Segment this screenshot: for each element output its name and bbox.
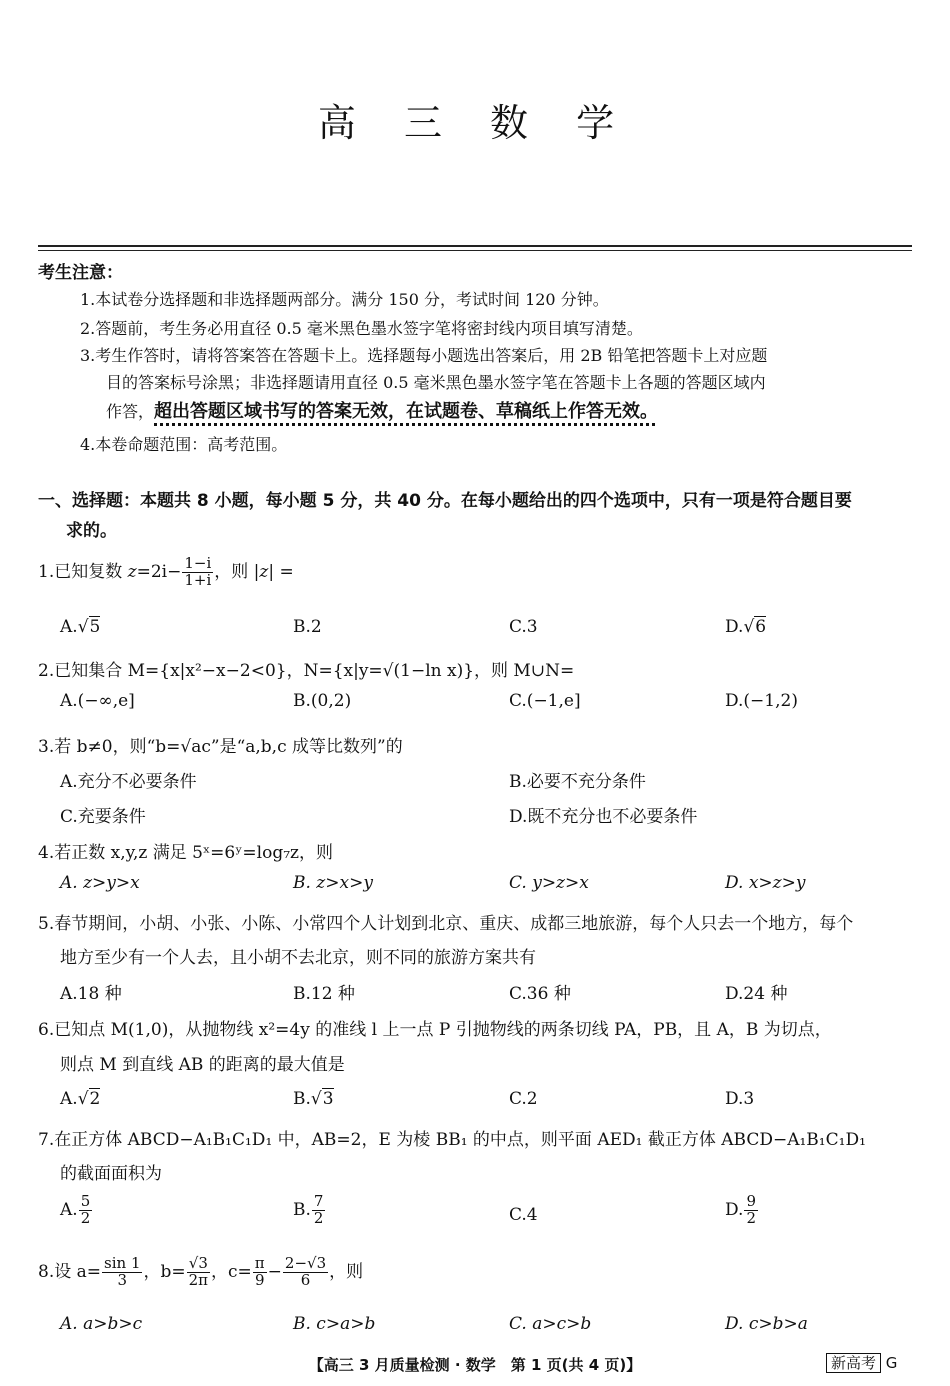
- notice-heading: 考生注意：: [38, 263, 123, 283]
- section-heading: 求的。: [66, 521, 117, 541]
- notice-text: 作答，: [106, 402, 155, 421]
- option-b[interactable]: B.2: [293, 617, 322, 637]
- question-2: 2.已知集合 M={x|x²−x−2<0}，N={x|y=√(1−ln x)}，则 M∪N=: [38, 661, 575, 681]
- notice-item: 1.本试卷分选择题和非选择题两部分。满分 150 分，考试时间 120 分钟。: [80, 290, 609, 309]
- option-d[interactable]: D. $\frac{9}{2}$: [725, 1192, 756, 1227]
- option-c[interactable]: C.3: [509, 617, 538, 637]
- option-c[interactable]: C.2: [509, 1089, 538, 1109]
- option-c[interactable]: C. y>z>x: [509, 873, 589, 893]
- question-1: 1.已知复数 z=2i− $\frac{1-i}{1+i}$ ，则 |z| =: [38, 554, 294, 589]
- page-footer: 【高三 3 月质量检测 · 数学 第 1 页(共 4 页)】: [308, 1356, 642, 1374]
- question-5-cont: 地方至少有一个人去，且小胡不去北京，则不同的旅游方案共有: [60, 948, 536, 968]
- question-3: 3.若 b≠0，则“b=√ac”是“a,b,c 成等比数列”的: [38, 737, 403, 757]
- option-c[interactable]: C.4: [509, 1205, 538, 1225]
- option-d[interactable]: D. c>b>a: [725, 1314, 808, 1334]
- notice-emphasis: 超出答题区域书写的答案无效，在试题卷、草稿纸上作答无效。: [154, 401, 659, 422]
- option-a[interactable]: A. a>b>c: [60, 1314, 143, 1334]
- option-c[interactable]: C.36 种: [509, 984, 571, 1004]
- option-c[interactable]: C.充要条件: [60, 807, 146, 827]
- question-4: 4.若正数 x,y,z 满足 5ˣ=6ʸ=log₇z，则: [38, 843, 333, 863]
- notice-item: 3.考生作答时，请将答案答在答题卡上。选择题每小题选出答案后，用 2B 铅笔把答题卡上对应题: [80, 346, 768, 365]
- option-a[interactable]: A. $\frac{5}{2}$: [60, 1192, 91, 1227]
- option-d[interactable]: D.24 种: [725, 984, 788, 1004]
- divider: [38, 245, 912, 247]
- option-a[interactable]: A. z>y>x: [60, 873, 140, 893]
- edition-badge: 新高考 G: [826, 1352, 897, 1373]
- option-b[interactable]: B. $\frac{7}{2}$: [293, 1192, 324, 1227]
- option-d[interactable]: D.√6: [725, 617, 767, 637]
- option-c[interactable]: C.(−1,e]: [509, 691, 581, 711]
- option-b[interactable]: B.12 种: [293, 984, 355, 1004]
- fraction: $\frac{1-i}{1+i}$: [184, 554, 212, 589]
- question-8: 8.设 a= $\frac{\sin 1}{3}$ ，b= $\frac{√3}{2\pi}$ ，c= $\frac{\pi}{9}$ − $\frac{2-√3}{6}$ ，则: [38, 1254, 364, 1289]
- option-b[interactable]: B. c>a>b: [293, 1314, 376, 1334]
- option-d[interactable]: D.(−1,2): [725, 691, 798, 711]
- option-b[interactable]: B.(0,2): [293, 691, 352, 711]
- page-title: 高 三 数 学: [317, 101, 633, 145]
- question-text: 1.已知复数: [38, 561, 128, 582]
- section-heading: 一、选择题：本题共 8 小题，每小题 5 分，共 40 分。在每小题给出的四个选项中，只有一项是符合题目要: [38, 491, 852, 511]
- option-a[interactable]: A.18 种: [60, 984, 122, 1004]
- option-c[interactable]: C. a>c>b: [509, 1314, 592, 1334]
- option-d[interactable]: D.3: [725, 1089, 755, 1109]
- option-b[interactable]: B. z>x>y: [293, 873, 373, 893]
- question-text: | =: [268, 561, 294, 582]
- option-b[interactable]: B.√3: [293, 1089, 334, 1109]
- question-7: 7.在正方体 ABCD−A₁B₁C₁D₁ 中，AB=2，E 为棱 BB₁ 的中点，则平面 AED₁ 截正方体 ABCD−A₁B₁C₁D₁: [38, 1130, 866, 1150]
- notice-item: 2.答题前，考生务必用直径 0.5 毫米黑色墨水签字笔将密封线内项目填写清楚。: [80, 319, 643, 338]
- option-d[interactable]: D. x>z>y: [725, 873, 806, 893]
- option-a[interactable]: A.√5: [60, 617, 101, 637]
- question-text: ，则 |: [214, 561, 260, 582]
- option-a[interactable]: A.√2: [60, 1089, 101, 1109]
- question-5: 5.春节期间，小胡、小张、小陈、小常四个人计划到北京、重庆、成都三地旅游，每个人只去一个地方，每个: [38, 914, 854, 934]
- option-a[interactable]: A.(−∞,e]: [60, 691, 135, 711]
- question-7-cont: 的截面面积为: [60, 1164, 162, 1184]
- question-6: 6.已知点 M(1,0)，从抛物线 x²=4y 的准线 l 上一点 P 引抛物线的两条切线 PA，PB，且 A，B 为切点，: [38, 1020, 832, 1040]
- question-6-cont: 则点 M 到直线 AB 的距离的最大值是: [60, 1055, 345, 1075]
- option-a[interactable]: A.充分不必要条件: [60, 772, 197, 792]
- notice-item: 目的答案标号涂黑；非选择题请用直径 0.5 毫米黑色墨水签字笔在答题卡上各题的答题区域内: [106, 373, 766, 392]
- notice-item: [106, 397, 658, 423]
- option-b[interactable]: B.必要不充分条件: [509, 772, 646, 792]
- divider: [38, 250, 912, 251]
- option-d[interactable]: D.既不充分也不必要条件: [509, 807, 698, 827]
- notice-item: 4.本卷命题范围：高考范围。: [80, 435, 288, 454]
